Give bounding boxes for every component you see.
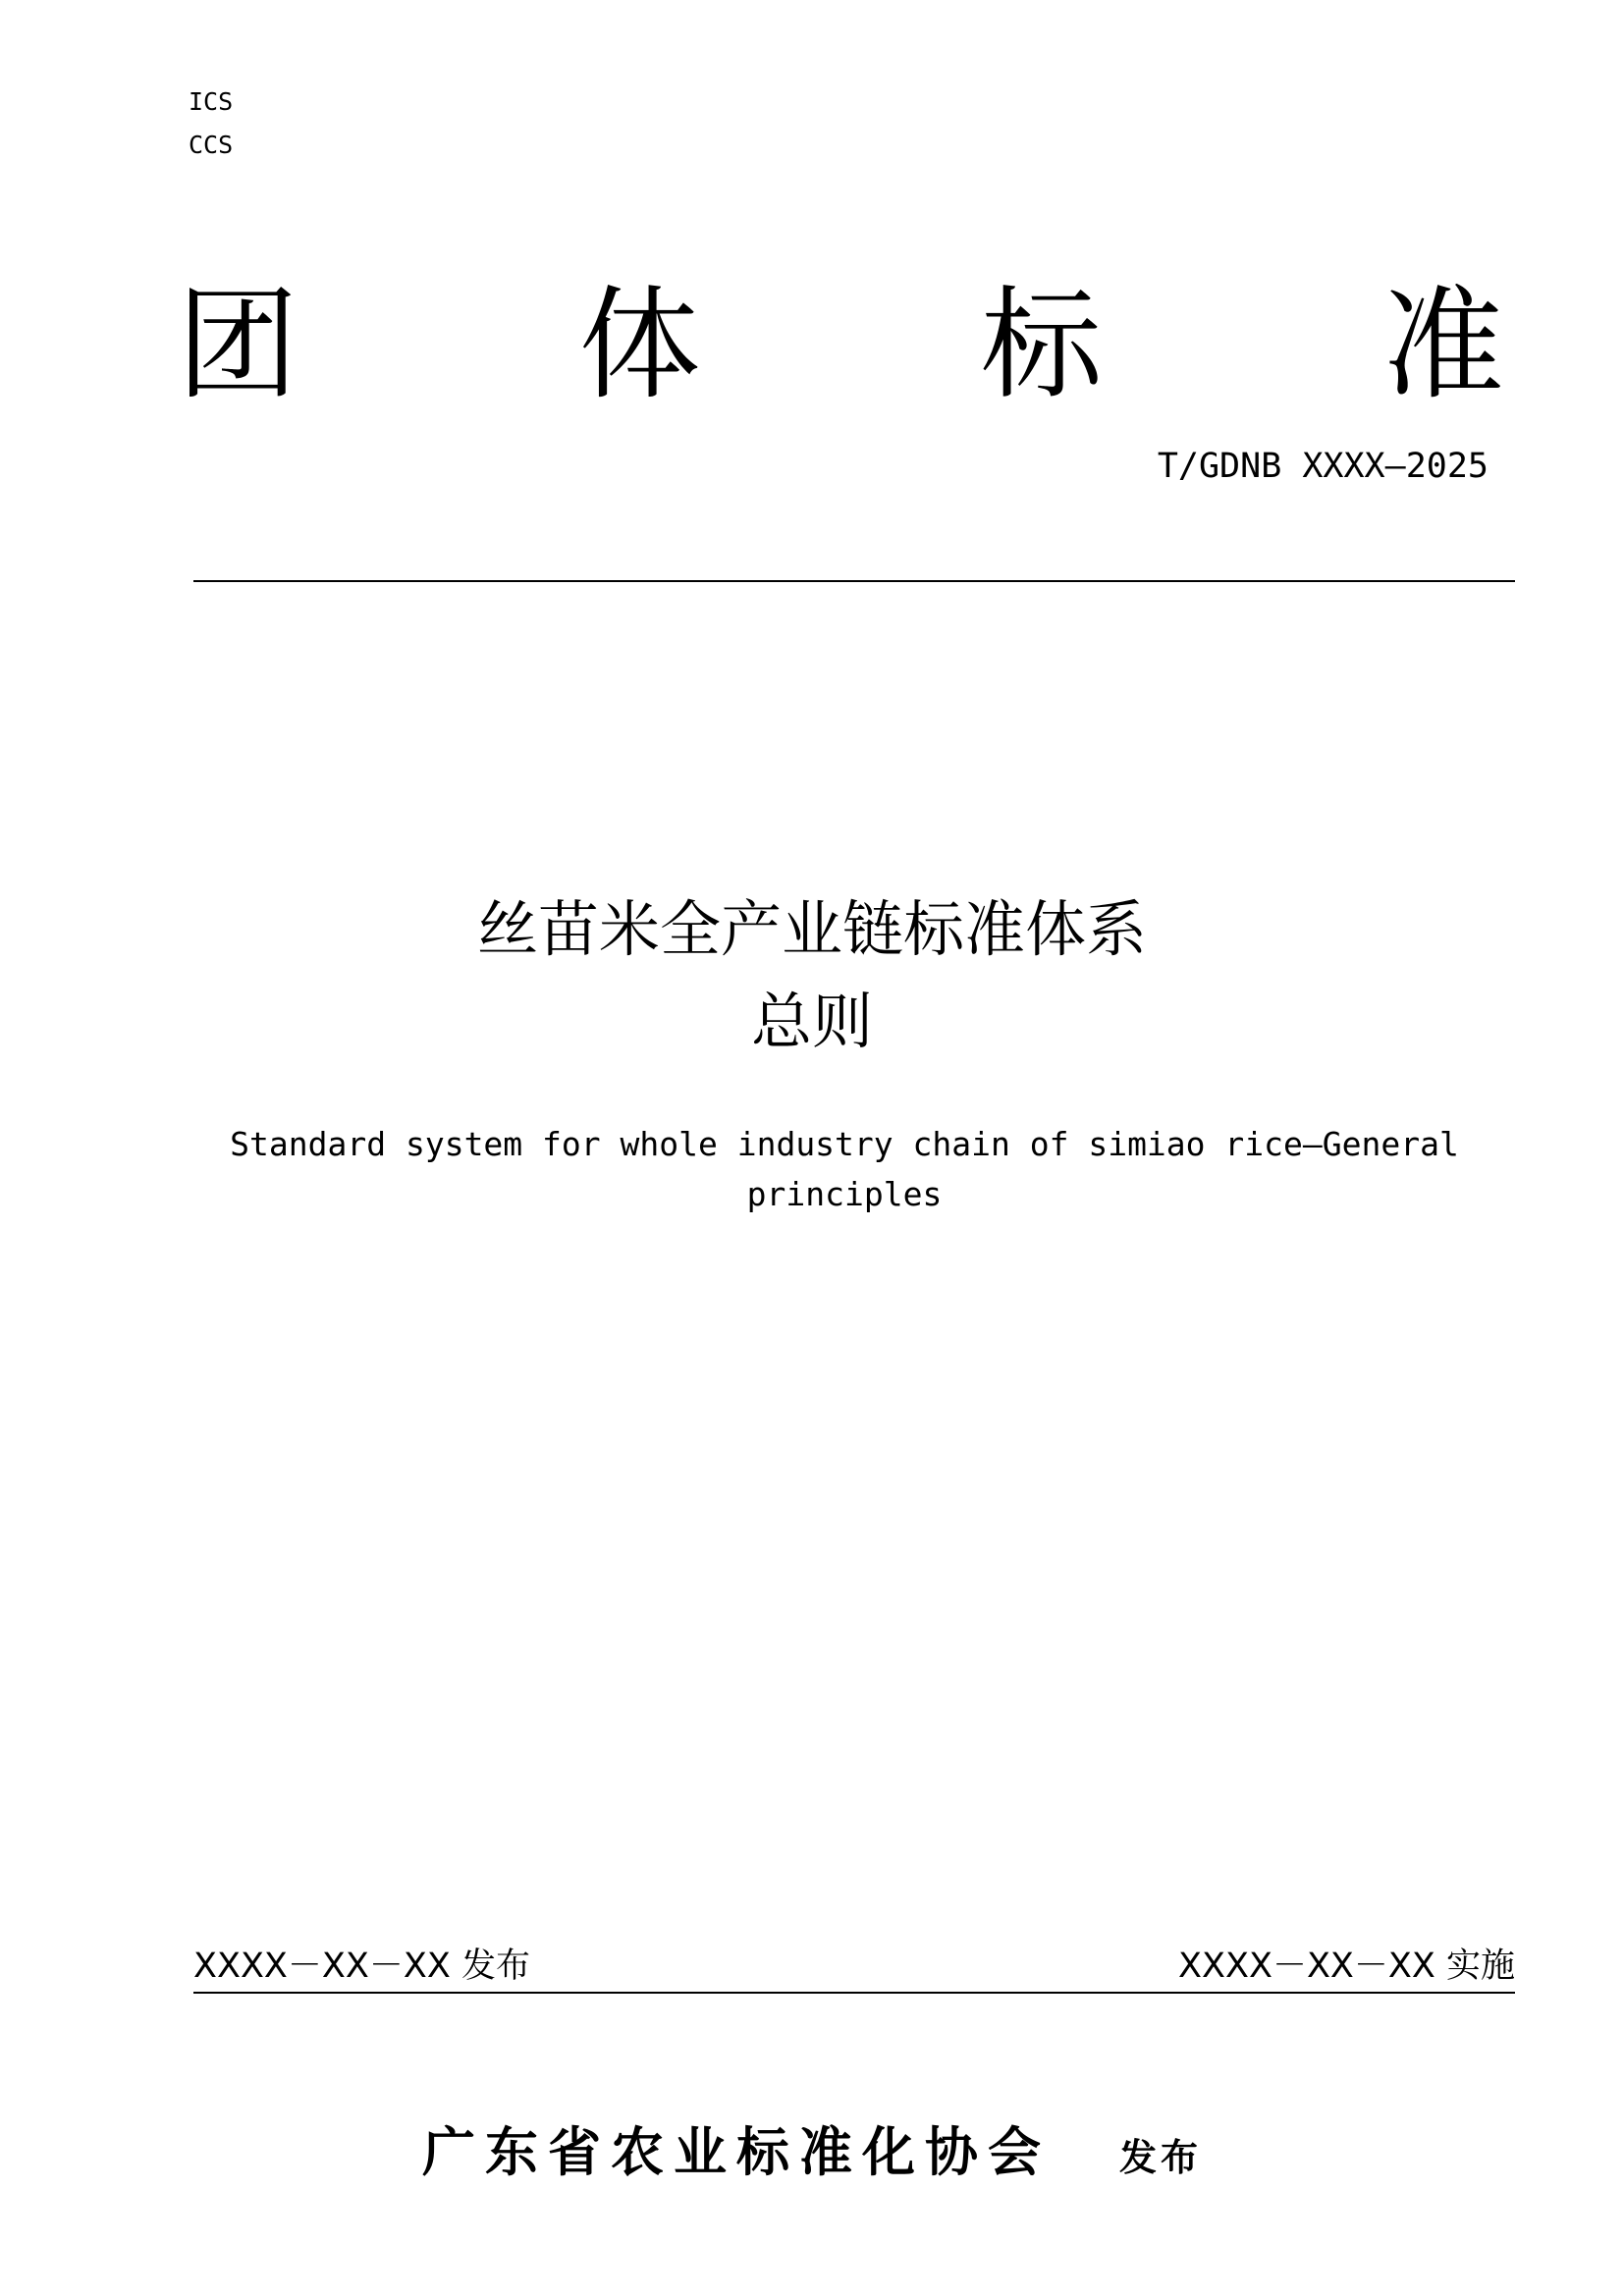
publisher-line xyxy=(0,2110,1624,2186)
implementation-date: XXXX－XX－XX 实施 xyxy=(1178,1947,1515,1986)
english-title-line-1: Standard system for whole industry chain of simiao rice—General xyxy=(230,1125,1459,1163)
english-title xyxy=(226,1119,1463,1219)
heading-char-2: 体 xyxy=(578,275,701,416)
publisher-name: 广东省农业标准化协会 xyxy=(421,2120,1051,2183)
classification-codes xyxy=(189,80,233,167)
document-type-heading xyxy=(177,267,1504,424)
chinese-title-line-1: 丝苗米全产业链标准体系 xyxy=(476,893,1147,965)
standard-number: T/GDNB XXXX—2025 xyxy=(1157,447,1489,486)
english-title-line-2: principles xyxy=(746,1175,943,1213)
ccs-code: CCS xyxy=(189,131,234,159)
heading-char-4: 准 xyxy=(1381,275,1504,416)
ics-code: ICS xyxy=(189,87,234,116)
bottom-divider xyxy=(193,1992,1515,1994)
heading-char-1: 团 xyxy=(177,275,299,416)
publisher-action: 发布 xyxy=(1118,2135,1202,2179)
top-divider xyxy=(193,580,1515,582)
issue-date: XXXX－XX－XX 发布 xyxy=(193,1947,530,1986)
chinese-title-line-2: 总则 xyxy=(750,986,873,1057)
heading-char-3: 标 xyxy=(980,275,1103,416)
